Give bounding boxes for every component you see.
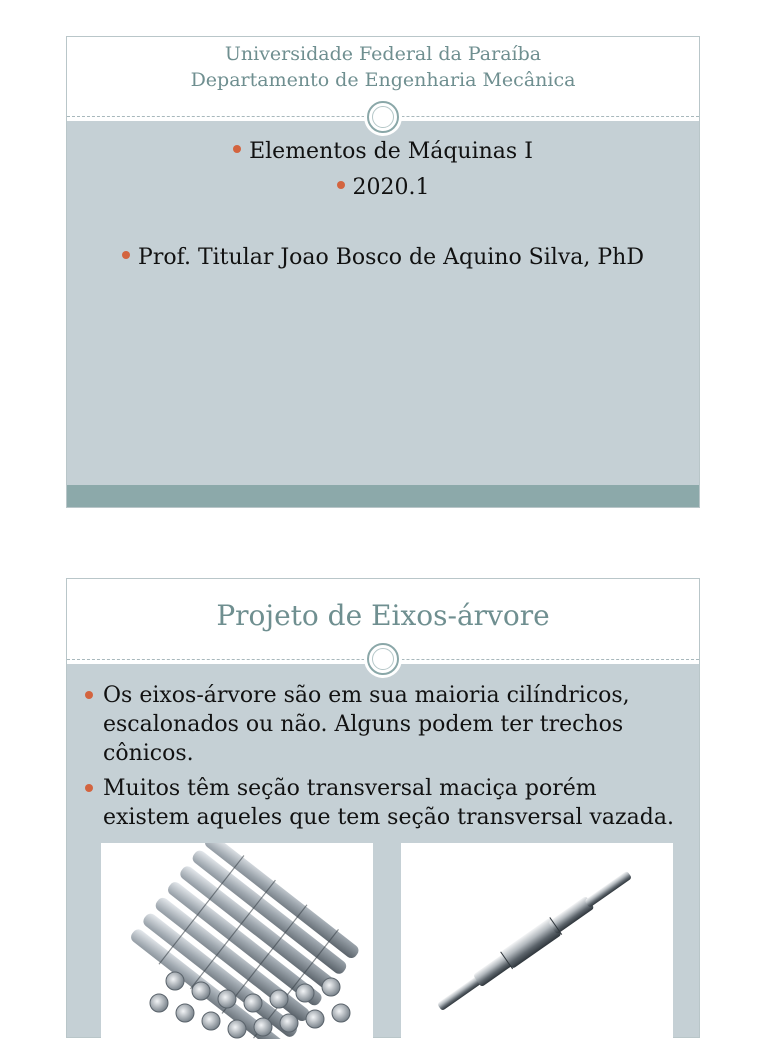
slide-footer-band [67, 485, 699, 507]
bullet-dot-icon [233, 145, 241, 153]
circle-ornament-icon [367, 101, 399, 133]
bullet-dot-icon [85, 784, 93, 792]
circle-ornament-icon [367, 643, 399, 675]
department-name: Departamento de Engenharia Mecânica [190, 69, 576, 91]
list-item: Os eixos-árvore são em sua maioria cilíndricos, escalonados ou não. Alguns podem ter trechos cônicos. [81, 681, 679, 768]
slide-1 [66, 36, 700, 508]
slide-title: Projeto de Eixos-árvore [216, 599, 550, 632]
single-shaft-photo [401, 843, 673, 1039]
bullet-term: 2020.1 [67, 175, 699, 200]
bullet-professor: Prof. Titular Joao Bosco de Aquino Silva, PhD [67, 245, 699, 270]
bullet-dot-icon [85, 691, 93, 699]
slide-2 [66, 578, 700, 1038]
bullet-dot-icon [337, 181, 345, 189]
slide-2-bullets [81, 681, 679, 838]
bullet-course: Elementos de Máquinas I [67, 139, 699, 164]
bullet-dot-icon [122, 251, 130, 259]
university-name: Universidade Federal da Paraíba [224, 43, 542, 65]
shaft-stack-photo [101, 843, 373, 1039]
institution-heading [67, 41, 699, 93]
list-item: Muitos têm seção transversal maciça porém existem aqueles que tem seção transversal vazada. [81, 774, 679, 832]
single-shaft-image [401, 843, 673, 1039]
shaft-stack-image [101, 843, 373, 1039]
